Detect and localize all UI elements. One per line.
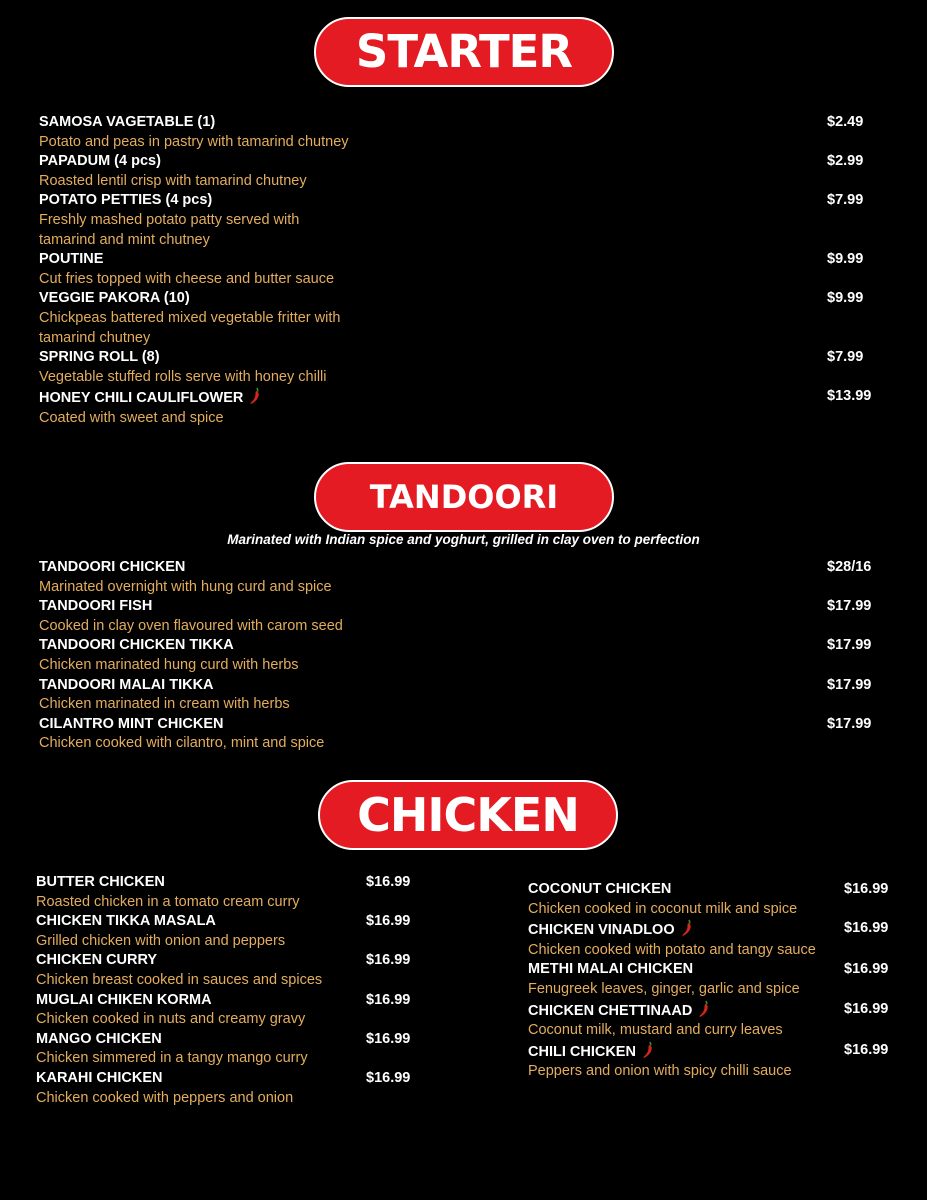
menu-item-name-text: VEGGIE PAKORA (10) bbox=[39, 290, 190, 307]
menu-item-name-text: CHILI CHICKEN bbox=[528, 1043, 636, 1060]
menu-item-name bbox=[39, 191, 889, 211]
menu-item-description: Marinated overnight with hung curd and spice bbox=[39, 578, 332, 595]
menu-item-description: Roasted lentil crisp with tamarind chutney bbox=[39, 172, 307, 189]
menu-item bbox=[39, 676, 889, 715]
tandoori-item-list bbox=[39, 558, 889, 754]
menu-item bbox=[36, 873, 436, 912]
menu-item bbox=[39, 250, 889, 289]
menu-item-name-text: TANDOORI FISH bbox=[39, 598, 153, 615]
tandoori-subtitle: Marinated with Indian spice and yoghurt, grilled in clay oven to perfection bbox=[227, 532, 700, 547]
menu-item bbox=[528, 960, 908, 999]
menu-item-description: Coated with sweet and spice bbox=[39, 409, 224, 426]
menu-item-price: $16.99 bbox=[844, 961, 889, 978]
menu-item-description: Vegetable stuffed rolls serve with honey chilli bbox=[39, 368, 327, 385]
menu-item-description: Potato and peas in pastry with tamarind chutney bbox=[39, 133, 349, 150]
menu-item bbox=[36, 1030, 436, 1069]
menu-item-name bbox=[39, 636, 889, 656]
menu-item-name bbox=[39, 152, 889, 172]
menu-item bbox=[36, 1069, 436, 1108]
chili-pepper-icon bbox=[698, 1000, 710, 1018]
menu-item-name bbox=[39, 715, 889, 735]
chicken-item-list-right bbox=[528, 880, 908, 1082]
menu-item-price: $17.99 bbox=[827, 637, 872, 654]
menu-item-description: Chicken breast cooked in sauces and spices bbox=[36, 971, 323, 988]
menu-item-description: Chicken marinated in cream with herbs bbox=[39, 696, 290, 713]
menu-item-description: Coconut milk, mustard and curry leaves bbox=[528, 1022, 783, 1039]
menu-item-price: $16.99 bbox=[844, 881, 889, 897]
menu-item bbox=[39, 152, 889, 191]
menu-item-price: $7.99 bbox=[827, 349, 864, 366]
menu-item-name-text: TANDOORI CHICKEN bbox=[39, 559, 186, 575]
menu-item-price: $17.99 bbox=[827, 715, 872, 732]
menu-item-price: $16.99 bbox=[366, 991, 411, 1008]
menu-item-description: Chicken cooked in nuts and creamy gravy bbox=[36, 1011, 306, 1028]
menu-item-description: Chicken simmered in a tangy mango curry bbox=[36, 1050, 308, 1067]
menu-item-name bbox=[39, 289, 889, 309]
chicken-heading: CHICKEN bbox=[318, 780, 618, 850]
menu-item-price: $16.99 bbox=[366, 1030, 411, 1047]
menu-item-description: Cut fries topped with cheese and butter sauce bbox=[39, 270, 335, 287]
menu-item-name-text: COCONUT CHICKEN bbox=[528, 881, 672, 897]
menu-item-description: Chickpeas battered mixed vegetable fritter with bbox=[39, 309, 341, 326]
menu-item bbox=[528, 1041, 908, 1082]
chili-pepper-icon bbox=[681, 919, 693, 937]
menu-item-price: $16.99 bbox=[366, 874, 411, 890]
menu-item-price: $16.99 bbox=[366, 1069, 411, 1086]
menu-item-description: Chicken cooked with peppers and onion bbox=[36, 1089, 294, 1106]
menu-item-price: $16.99 bbox=[844, 1000, 889, 1017]
menu-item-price: $9.99 bbox=[827, 290, 864, 307]
menu-item-description: Freshly mashed potato patty served with bbox=[39, 211, 300, 228]
menu-item bbox=[39, 289, 889, 348]
menu-item-name-text: PAPADUM (4 pcs) bbox=[39, 153, 161, 170]
menu-item bbox=[39, 113, 889, 152]
menu-item-name bbox=[39, 113, 889, 133]
chili-pepper-icon bbox=[249, 387, 261, 405]
menu-item-name bbox=[39, 348, 889, 368]
menu-item bbox=[39, 348, 889, 387]
menu-item-description: tamarind and mint chutney bbox=[39, 231, 210, 248]
menu-item-name bbox=[39, 387, 889, 409]
menu-item-price: $16.99 bbox=[366, 952, 411, 969]
menu-item-description: Roasted chicken in a tomato cream curry bbox=[36, 893, 300, 910]
menu-item bbox=[39, 191, 889, 250]
starter-item-list bbox=[39, 113, 889, 429]
starter-heading: STARTER bbox=[314, 17, 614, 87]
menu-item-price: $13.99 bbox=[827, 388, 872, 405]
menu-item bbox=[39, 558, 889, 597]
menu-item-name-text: CHICKEN VINADLOO bbox=[528, 922, 675, 939]
menu-item-description: Chicken cooked in coconut milk and spice bbox=[528, 900, 798, 917]
menu-item-description: Fenugreek leaves, ginger, garlic and spice bbox=[528, 980, 800, 997]
menu-item bbox=[36, 912, 436, 951]
menu-item-name-text: CHICKEN CHETTINAAD bbox=[528, 1002, 693, 1019]
menu-item-name bbox=[39, 250, 889, 270]
menu-item-price: $17.99 bbox=[827, 598, 872, 615]
menu-item-name-text: CHICKEN CURRY bbox=[36, 952, 158, 969]
chili-pepper-icon bbox=[642, 1041, 654, 1059]
menu-item-description: tamarind chutney bbox=[39, 329, 151, 346]
menu-item-price: $7.99 bbox=[827, 192, 864, 209]
tandoori-heading: TANDOORI bbox=[314, 462, 614, 532]
menu-item-name-text: SAMOSA VAGETABLE (1) bbox=[39, 114, 216, 130]
menu-item-name-text: KARAHI CHICKEN bbox=[36, 1069, 163, 1086]
menu-item-description: Peppers and onion with spicy chilli sauce bbox=[528, 1063, 792, 1080]
menu-item-name-text: POTATO PETTIES (4 pcs) bbox=[39, 192, 213, 209]
menu-item-description: Chicken marinated hung curd with herbs bbox=[39, 656, 299, 673]
menu-item-price: $28/16 bbox=[827, 559, 872, 575]
menu-item-name bbox=[39, 558, 889, 578]
menu-item-name-text: BUTTER CHICKEN bbox=[36, 874, 165, 890]
menu-item bbox=[39, 597, 889, 636]
menu-item-name-text: MANGO CHICKEN bbox=[36, 1030, 162, 1047]
menu-item-price: $2.49 bbox=[827, 114, 864, 130]
menu-item bbox=[39, 636, 889, 675]
menu-item-name-text: HONEY CHILI CAULIFLOWER bbox=[39, 390, 244, 407]
menu-item-name bbox=[39, 597, 889, 617]
menu-item-price: $9.99 bbox=[827, 251, 864, 268]
menu-item-name-text: MUGLAI CHIKEN KORMA bbox=[36, 991, 212, 1008]
menu-item bbox=[528, 880, 908, 919]
menu-item bbox=[36, 951, 436, 990]
menu-item-name-text: POUTINE bbox=[39, 251, 104, 268]
menu-item-name-text: METHI MALAI CHICKEN bbox=[528, 961, 694, 978]
menu-item-name-text: TANDOORI CHICKEN TIKKA bbox=[39, 637, 234, 654]
menu-item-name bbox=[39, 676, 889, 696]
menu-item-name-text: CHICKEN TIKKA MASALA bbox=[36, 913, 216, 930]
menu-item-price: $16.99 bbox=[844, 1041, 889, 1058]
menu-item bbox=[39, 715, 889, 754]
menu-item-price: $2.99 bbox=[827, 153, 864, 170]
menu-item-description: Grilled chicken with onion and peppers bbox=[36, 932, 286, 949]
menu-item bbox=[39, 387, 889, 428]
chicken-item-list-left bbox=[36, 873, 436, 1108]
menu-item-price: $17.99 bbox=[827, 676, 872, 693]
menu-item-price: $16.99 bbox=[844, 920, 889, 937]
menu-item-name-text: CILANTRO MINT CHICKEN bbox=[39, 715, 224, 732]
menu-item bbox=[528, 1000, 908, 1041]
menu-item-description: Chicken cooked with potato and tangy sauce bbox=[528, 941, 816, 958]
menu-item-description: Chicken cooked with cilantro, mint and spice bbox=[39, 735, 325, 752]
menu-item-name-text: TANDOORI MALAI TIKKA bbox=[39, 676, 214, 693]
menu-item-description: Cooked in clay oven flavoured with carom seed bbox=[39, 617, 343, 634]
menu-item bbox=[528, 919, 908, 960]
menu-item bbox=[36, 991, 436, 1030]
menu-item-price: $16.99 bbox=[366, 913, 411, 930]
menu-item-name-text: SPRING ROLL (8) bbox=[39, 349, 160, 366]
